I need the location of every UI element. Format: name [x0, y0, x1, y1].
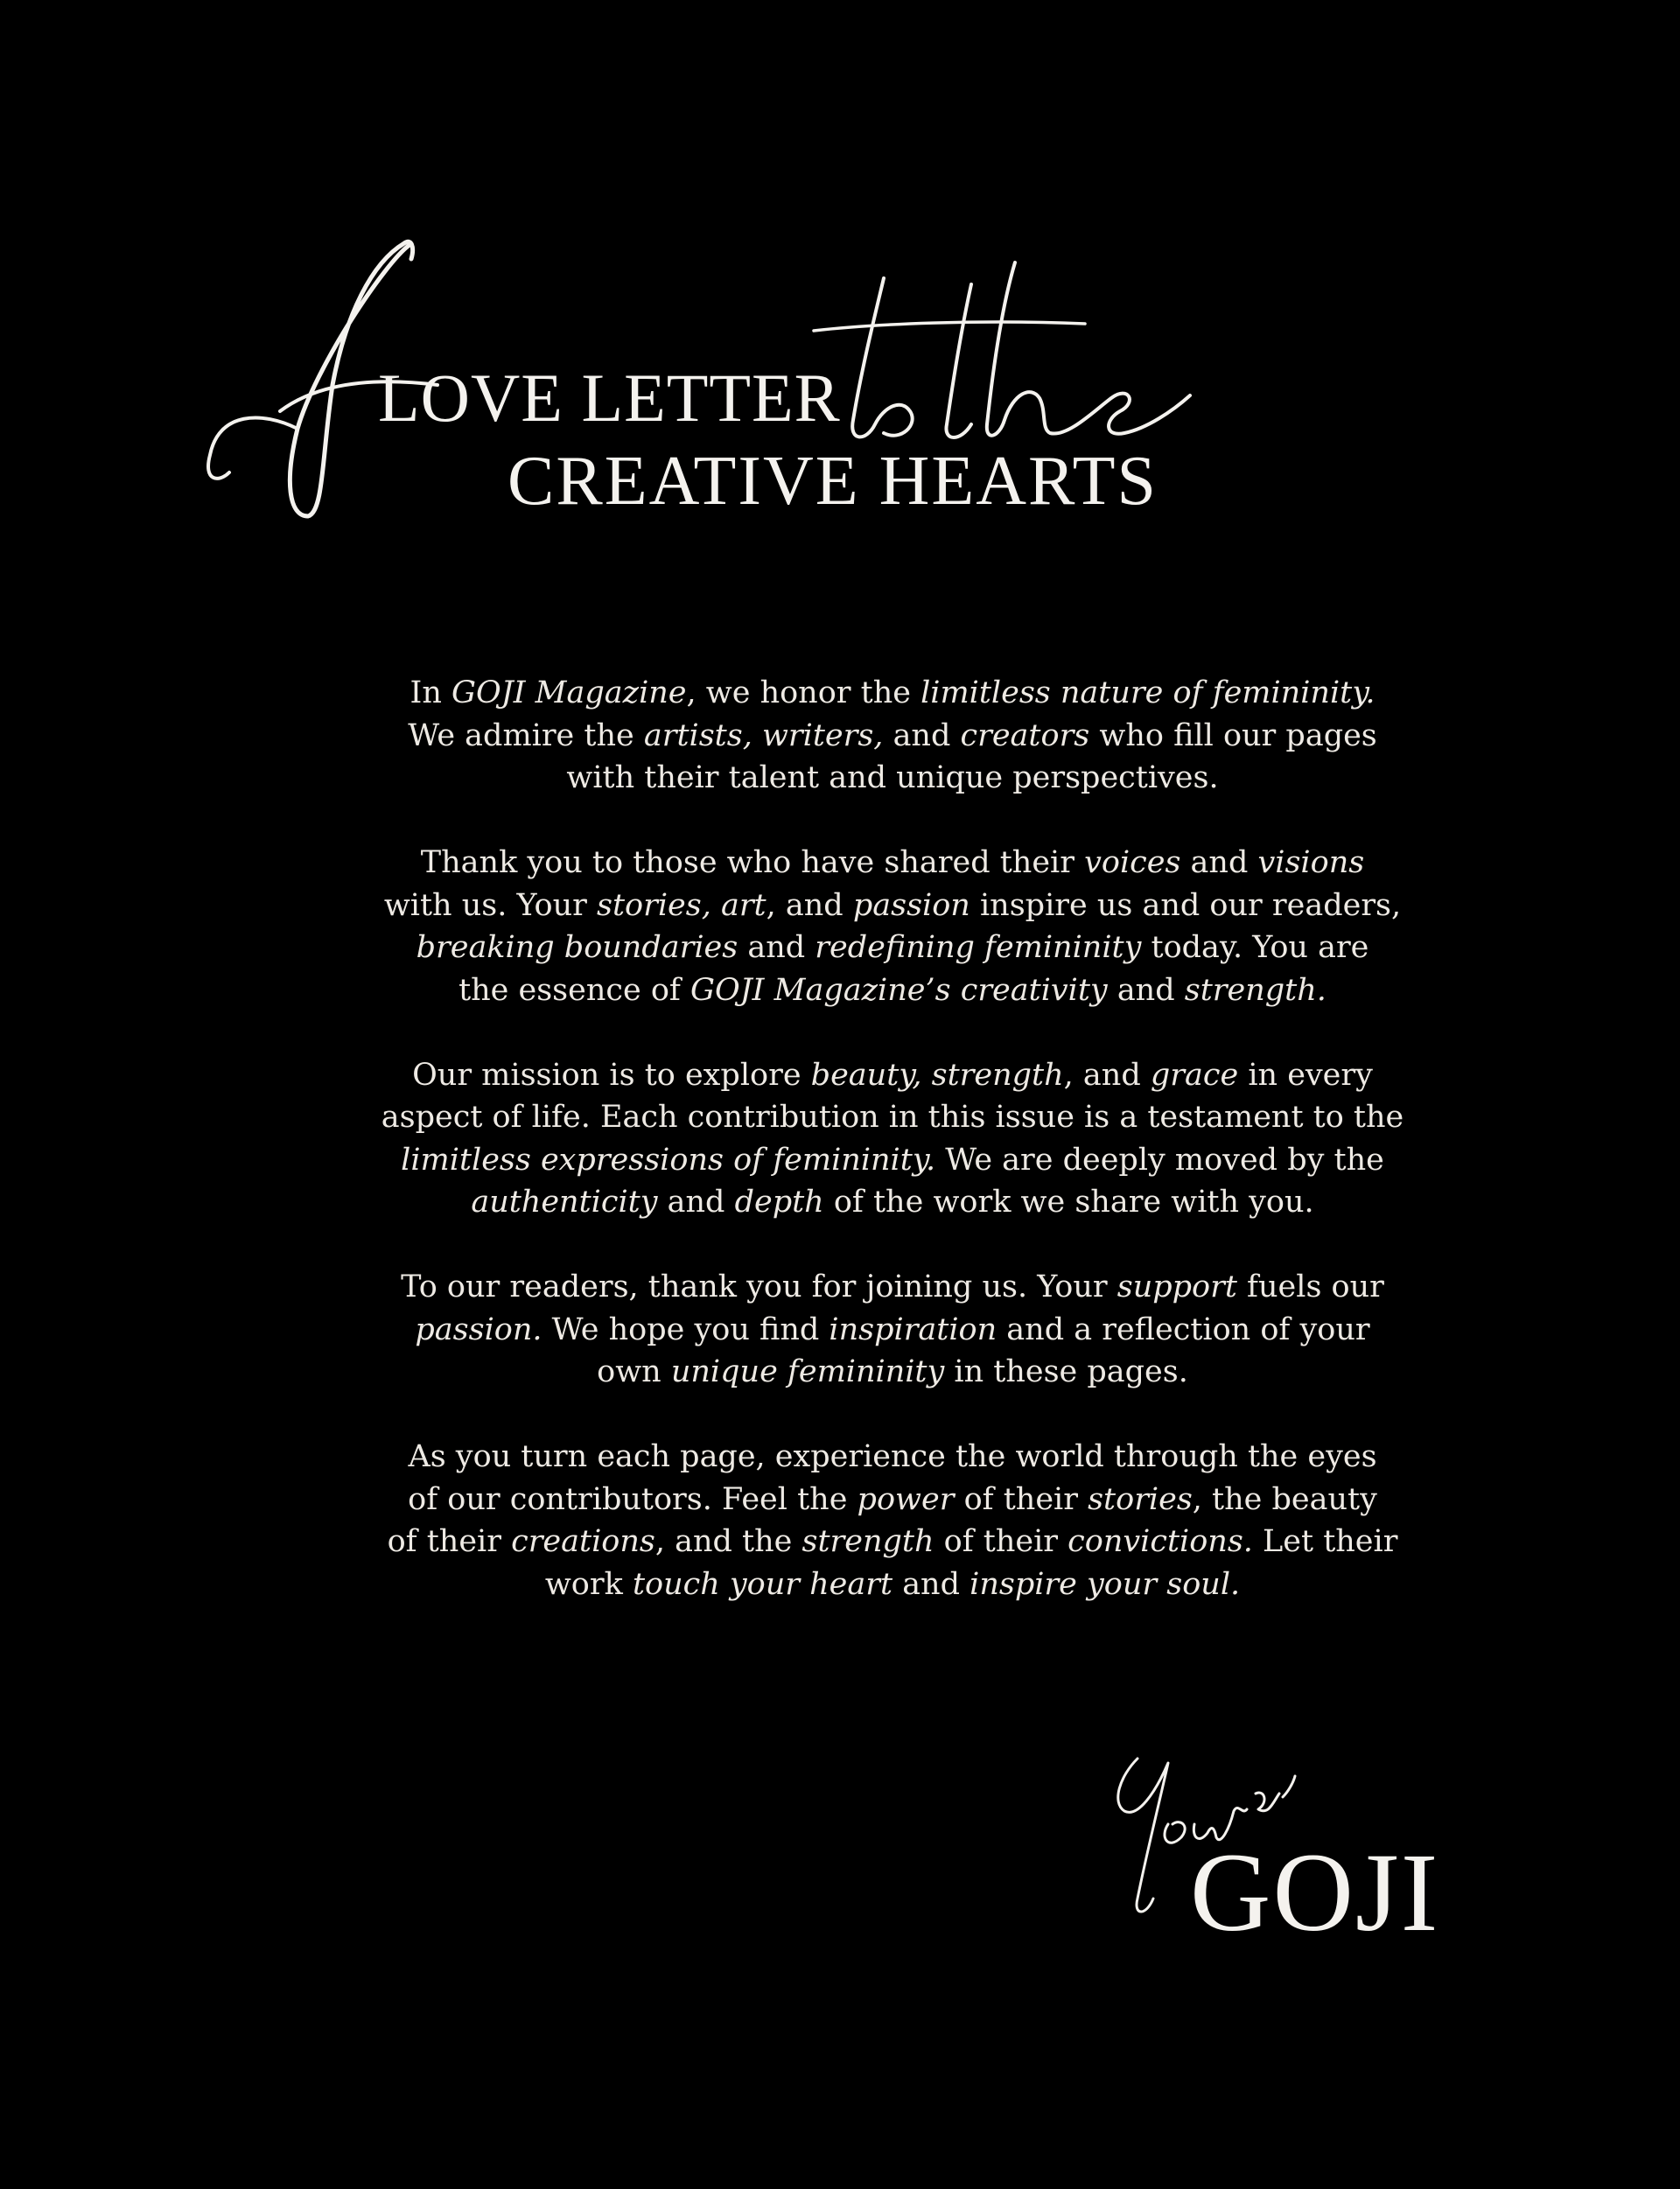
body-text: and [1107, 972, 1185, 1008]
emphasis-text: GOJI Magazine [452, 675, 687, 710]
body-text: and [738, 930, 816, 965]
letter-paragraph [368, 1266, 1418, 1394]
body-text: inspire us and our readers, [970, 887, 1402, 923]
body-text: and a reflection of your [997, 1311, 1370, 1347]
body-text: with their talent and unique perspectives. [566, 760, 1219, 795]
letter-paragraph [368, 1436, 1418, 1605]
emphasis-text: limitless nature of femininity. [920, 675, 1376, 710]
emphasis-text: stories, art [597, 887, 766, 923]
body-text: fuels our [1236, 1269, 1384, 1304]
emphasis-text: creators [960, 717, 1090, 753]
signature-name: GOJI [1190, 1830, 1440, 1955]
letter-line [368, 1096, 1418, 1139]
emphasis-text: inspiration [829, 1311, 998, 1347]
letter-line [368, 1563, 1418, 1606]
letter-line [368, 1054, 1418, 1097]
letter-line [368, 1139, 1418, 1182]
body-text: aspect of life. Each contribution in this issue is a testament to the [381, 1100, 1404, 1135]
emphasis-text: GOJI Magazine’s creativity [690, 972, 1108, 1008]
body-text: own [597, 1354, 671, 1389]
body-text: who fill our pages [1089, 717, 1377, 753]
letter-paragraph [368, 672, 1418, 800]
letter-line [368, 969, 1418, 1012]
letter-line [368, 842, 1418, 885]
emphasis-text: redefining femininity [815, 930, 1142, 965]
body-text: in these pages. [944, 1354, 1188, 1389]
body-text: , and [766, 887, 853, 923]
emphasis-text: strength [802, 1524, 934, 1559]
script-to-the [814, 262, 1190, 437]
letter-line [368, 1309, 1418, 1352]
letter-line [368, 1521, 1418, 1563]
title-line-creative-hearts: CREATIVE HEARTS [508, 443, 1158, 520]
body-text: of their [934, 1524, 1068, 1559]
emphasis-text: artists, writers, [643, 717, 884, 753]
title-line-love-letter: LOVE LETTER [378, 360, 841, 436]
page-title [0, 0, 1680, 560]
body-text: of our contributors. Feel the [408, 1481, 858, 1517]
body-text: with us. Your [383, 887, 598, 923]
body-text: Let their [1252, 1524, 1398, 1559]
emphasis-text: stories [1088, 1481, 1193, 1517]
letter-line [368, 885, 1418, 927]
signature [1085, 1741, 1522, 1969]
emphasis-text: strength. [1184, 972, 1326, 1008]
letter-paragraph [368, 842, 1418, 1011]
emphasis-text: beauty, strength [810, 1057, 1064, 1093]
letter-line [368, 672, 1418, 715]
body-text: In [410, 675, 452, 710]
letter-line [368, 715, 1418, 758]
body-text: We hope you find [542, 1311, 830, 1347]
body-text: and [883, 717, 961, 753]
body-text: , and the [654, 1524, 802, 1559]
letter-line [368, 1266, 1418, 1309]
emphasis-text: touch your heart [632, 1566, 893, 1602]
body-text: of their [954, 1481, 1088, 1517]
emphasis-text: support [1116, 1269, 1237, 1304]
body-text: the essence of [458, 972, 690, 1008]
emphasis-text: unique femininity [670, 1354, 945, 1389]
body-text: As you turn each page, experience the world through the eyes [408, 1439, 1377, 1474]
emphasis-text: creations [511, 1524, 655, 1559]
emphasis-text: limitless expressions of femininity. [401, 1142, 936, 1178]
emphasis-text: inspire your soul. [970, 1566, 1241, 1602]
body-text: , and [1063, 1057, 1151, 1093]
emphasis-text: power [857, 1481, 955, 1517]
letter-paragraph [368, 1054, 1418, 1224]
body-text: of the work we share with you. [823, 1185, 1314, 1220]
body-text: Thank you to those who have shared their [420, 845, 1085, 880]
letter-line [368, 1181, 1418, 1224]
emphasis-text: visions [1257, 845, 1365, 880]
emphasis-text: depth [734, 1185, 824, 1220]
emphasis-text: breaking boundaries [416, 930, 738, 965]
body-text: Our mission is to explore [412, 1057, 811, 1093]
body-text: To our readers, thank you for joining us. Your [401, 1269, 1117, 1304]
body-text: today. You are [1141, 930, 1369, 965]
body-text: work [544, 1566, 633, 1602]
body-text: and [892, 1566, 970, 1602]
emphasis-text: passion [852, 887, 970, 923]
letter-line [368, 1351, 1418, 1394]
letter-line [368, 1479, 1418, 1521]
emphasis-text: convictions. [1068, 1524, 1253, 1559]
body-text: and [657, 1185, 735, 1220]
body-text: and [1180, 845, 1258, 880]
letter-body [368, 672, 1418, 1648]
body-text: in every [1238, 1057, 1373, 1093]
letter-line [368, 927, 1418, 969]
letter-line [368, 757, 1418, 800]
body-text: We are deeply moved by the [935, 1142, 1384, 1178]
body-text: , the beauty [1192, 1481, 1377, 1517]
letter-line [368, 1436, 1418, 1479]
body-text: of their [387, 1524, 512, 1559]
body-text: We admire the [408, 717, 644, 753]
emphasis-text: passion. [415, 1311, 542, 1347]
body-text: , we honor the [686, 675, 921, 710]
emphasis-text: voices [1084, 845, 1181, 880]
emphasis-text: authenticity [471, 1185, 658, 1220]
emphasis-text: grace [1150, 1057, 1239, 1093]
